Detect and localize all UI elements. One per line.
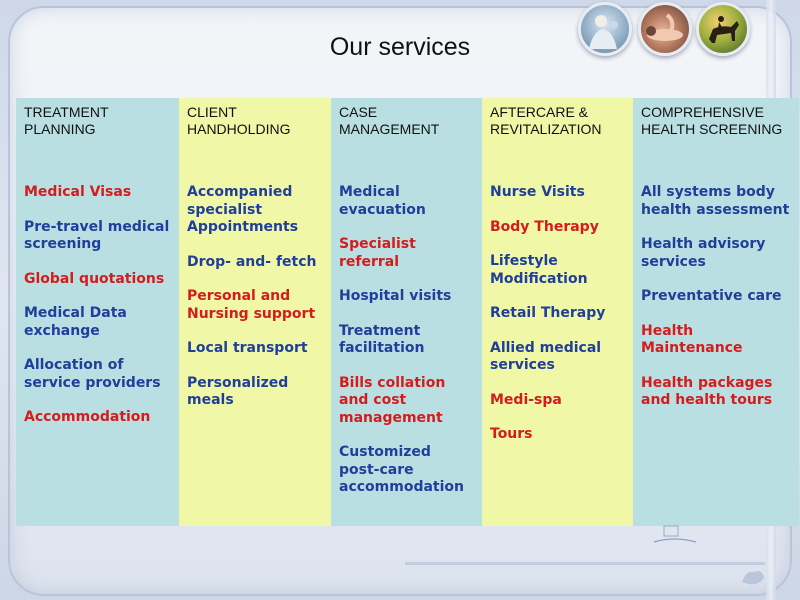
column-treatment-planning <box>16 98 179 526</box>
service-item: Accompanied specialist Appointments <box>187 184 299 235</box>
service-item: Personal and Nursing support <box>187 288 316 322</box>
service-item: Lifestyle Modification <box>490 253 588 287</box>
service-item: Allied medical services <box>490 339 602 373</box>
item-list <box>24 184 173 427</box>
photo-strip <box>576 2 766 58</box>
service-item: Body Therapy <box>490 218 599 235</box>
service-item: Specialist referral <box>339 236 416 270</box>
column-header: TREATMENT PLANNING <box>24 104 109 137</box>
column-header: CLIENT HANDHOLDING <box>187 104 291 137</box>
service-item: Local transport <box>187 340 308 356</box>
service-item: Hospital visits <box>339 288 452 304</box>
service-item: Health Maintenance <box>641 322 743 356</box>
service-item: Nurse Visits <box>490 184 585 200</box>
service-item: Retail Therapy <box>490 305 606 321</box>
column-comprehensive-health-screening <box>633 98 799 526</box>
column-header: COMPREHENSIVE HEALTH SCREENING <box>641 104 783 137</box>
watermark-logo <box>650 524 700 546</box>
service-item: Bills collation and cost management <box>339 374 446 426</box>
service-item: Health advisory services <box>641 236 766 270</box>
service-item: Personalized meals <box>187 374 289 408</box>
services-table <box>16 98 799 526</box>
service-item: Medical evacuation <box>339 184 426 218</box>
column-header: CASE MANAGEMENT <box>339 104 440 137</box>
service-item: Pre-travel medical screening <box>24 218 170 252</box>
service-item: Preventative care <box>641 288 782 304</box>
corner-decoration-icon <box>738 564 768 588</box>
service-item: Drop- and- fetch <box>187 253 317 270</box>
service-item: Medi-spa <box>490 391 562 408</box>
item-list <box>641 184 793 410</box>
medical-staff-photo-icon <box>578 2 632 56</box>
horse-rider-photo-icon <box>696 2 750 56</box>
item-list <box>187 184 325 410</box>
spa-massage-photo-icon <box>638 2 692 56</box>
service-item: Tours <box>490 426 533 442</box>
item-list <box>490 184 627 444</box>
column-header: AFTERCARE & REVITALIZATION <box>490 104 602 137</box>
service-item: Medical Data exchange <box>24 305 127 339</box>
service-item: Health packages and health tours <box>641 374 773 408</box>
column-client-handholding <box>179 98 331 526</box>
service-item: Treatment facilitation <box>339 322 425 356</box>
item-list <box>339 184 476 497</box>
column-aftercare-revitalization <box>482 98 633 526</box>
service-item: Customized post-care accommodation <box>339 444 465 495</box>
service-item: All systems body health assessment <box>641 184 790 218</box>
service-item: Allocation of service providers <box>24 357 161 391</box>
service-item: Global quotations <box>24 270 165 287</box>
decorative-line <box>405 562 765 565</box>
column-case-management <box>331 98 482 526</box>
service-item: Medical Visas <box>24 184 132 200</box>
slide-title: Our services <box>329 33 471 61</box>
service-item: Accommodation <box>24 409 151 425</box>
